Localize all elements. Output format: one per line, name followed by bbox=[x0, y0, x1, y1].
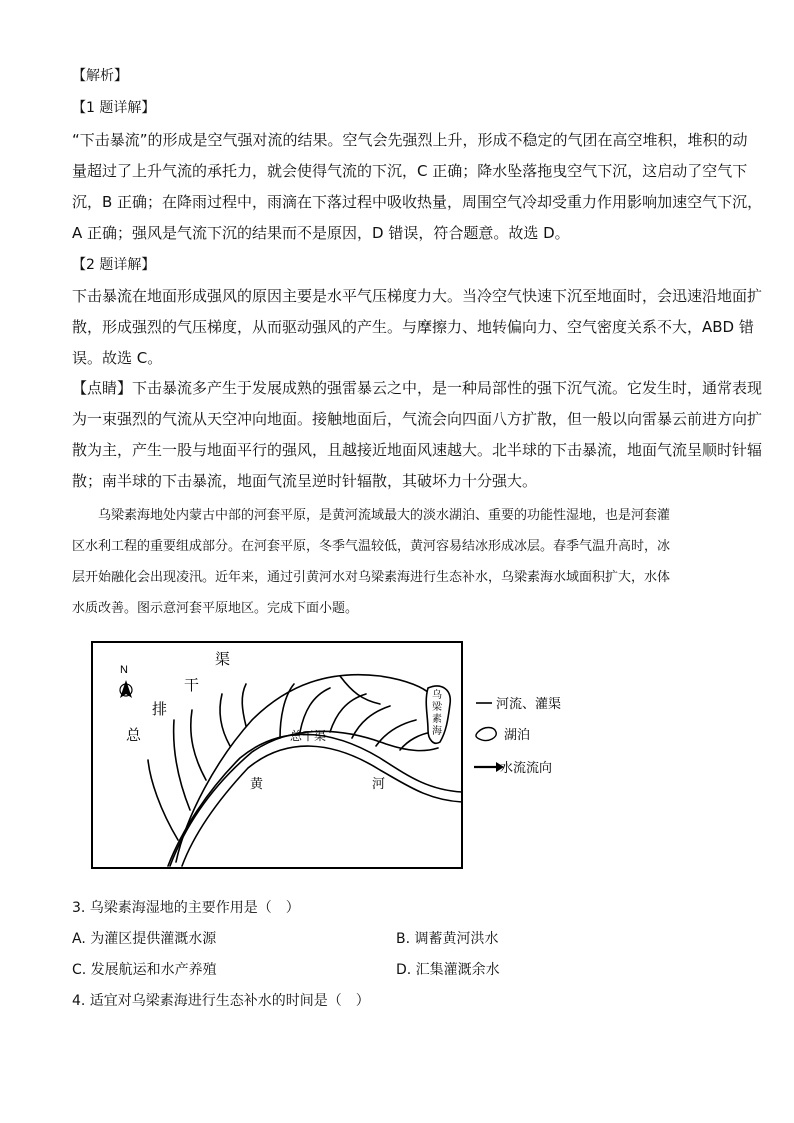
tip-line: 【点睛】下击暴流多产生于发展成熟的强雷暴云之中，是一种局部性的强下沉气流。它发生时，通常表现 bbox=[72, 379, 763, 397]
legend-river-label: 河流、灌渠 bbox=[496, 697, 562, 712]
q1-detail-line: A 正确；强风是气流下沉的结果而不是原因，D 错误，符合题意。故选 D。 bbox=[72, 224, 570, 242]
legend-lake-label: 湖泊 bbox=[504, 728, 531, 743]
lake-label-char: 海 bbox=[432, 726, 442, 737]
canal-label-char: 干 bbox=[184, 676, 200, 694]
tip-line: 散为主，产生一股与地面平行的强风，且越接近地面风速越大。北半球的下击暴流，地面气流呈顺时针辐 bbox=[72, 441, 763, 459]
q2-detail-title: 【2 题详解】 bbox=[72, 257, 156, 273]
tip-line: 为一束强烈的气流从天空冲向地面。接触地面后，气流会向四面八方扩散，但一般以向雷暴云前进方向扩 bbox=[72, 410, 763, 428]
q1-detail-line: 沉，B 正确；在降雨过程中，雨滴在下落过程中吸收热量，周围空气冷却受重力作用影响加速空气下沉， bbox=[72, 193, 763, 211]
q1-detail-title: 【1 题详解】 bbox=[72, 100, 156, 116]
q2-detail-line: 下击暴流在地面形成强风的原因主要是水平气压梯度力大。当冷空气快速下沉至地面时，会迅速沿地面扩 bbox=[72, 287, 763, 305]
question-3-option-a[interactable]: A. 为灌区提供灌溉水源 bbox=[72, 931, 217, 947]
passage-line: 水质改善。图示意河套平原地区。完成下面小题。 bbox=[72, 601, 359, 616]
analysis-title: 【解析】 bbox=[72, 68, 128, 84]
tip-line: 散；南半球的下击暴流，地面气流呈逆时针辐散，其破坏力十分强大。 bbox=[72, 472, 538, 490]
canal-label-char: 总 bbox=[126, 726, 142, 744]
q2-detail-line: 散，形成强烈的气压梯度，从而驱动强风的产生。与摩擦力、地转偏向力、空气密度关系不大，ABD 错 bbox=[72, 318, 754, 336]
question-4-stem: 4. 适宜对乌梁素海进行生态补水的时间是（ ） bbox=[72, 993, 370, 1009]
question-3-stem: 3. 乌梁素海湿地的主要作用是（ ） bbox=[72, 900, 300, 916]
legend-lake-icon bbox=[476, 728, 496, 741]
q2-detail-line: 误。故选 C。 bbox=[72, 349, 163, 367]
yellow-label: 黄 bbox=[250, 777, 264, 792]
zongganqu-label: 总干渠 bbox=[290, 729, 327, 743]
passage-line: 乌梁素海地处内蒙古中部的河套平原，是黄河流域最大的淡水湖泊、重要的功能性湿地，也是河套灌 bbox=[72, 508, 671, 523]
lake-label-char: 素 bbox=[432, 714, 442, 725]
passage-line: 层开始融化会出现凌汛。近年来，通过引黄河水对乌梁素海进行生态补水，乌梁素海水域面积扩大，水体 bbox=[72, 570, 671, 585]
canal-label-char: 渠 bbox=[215, 650, 231, 668]
hetao-plain-map bbox=[90, 640, 590, 872]
canal-label-char: 排 bbox=[152, 700, 168, 718]
question-3-option-c[interactable]: C. 发展航运和水产养殖 bbox=[72, 962, 217, 978]
north-label: N bbox=[120, 664, 128, 676]
lake-label-char: 乌 bbox=[432, 690, 442, 701]
legend-flow-label: 水流流向 bbox=[500, 761, 553, 776]
q1-detail-line: “下击暴流”的形成是空气强对流的结果。空气会先强烈上升，形成不稳定的气团在高空堆积，堆积的动 bbox=[72, 131, 748, 149]
river-label: 河 bbox=[372, 777, 386, 792]
lake-label-char: 梁 bbox=[432, 702, 442, 713]
q1-detail-line: 量超过了上升气流的承托力，就会使得气流的下沉，C 正确；降水坠落拖曳空气下沉，这启动了空气下 bbox=[72, 162, 748, 180]
question-3-option-b[interactable]: B. 调蓄黄河洪水 bbox=[396, 931, 499, 947]
passage-line: 区水利工程的重要组成部分。在河套平原，冬季气温较低，黄河容易结冰形成冰层。春季气温升高时，冰 bbox=[72, 539, 671, 554]
question-3-option-d[interactable]: D. 汇集灌溉余水 bbox=[396, 962, 500, 978]
map-frame bbox=[92, 642, 462, 868]
